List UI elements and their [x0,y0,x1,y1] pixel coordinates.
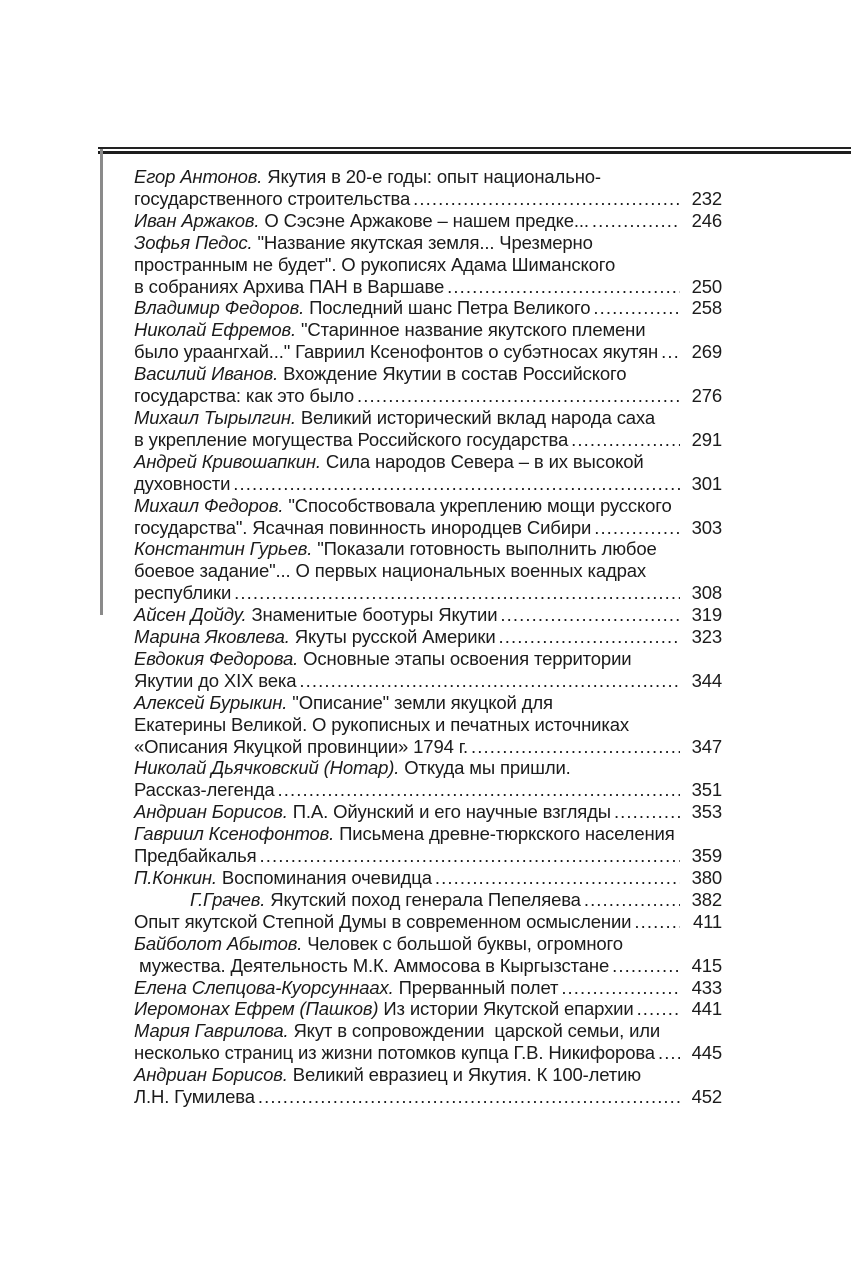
toc-entry [134,495,722,539]
toc-line [134,254,722,276]
toc-line [134,977,722,999]
toc-entry [134,297,722,319]
toc-entry [134,1064,722,1108]
toc-line [134,319,722,341]
toc-line [134,582,722,604]
dot-leader [260,845,681,867]
dot-leader [594,517,680,539]
toc-line [134,1086,722,1108]
toc-entry-text: Человек с большой буквы, огромного [302,932,623,954]
toc-line [134,538,722,560]
toc-entry-text: Якуты русской Америки [289,626,496,648]
toc-list [134,166,722,1108]
dot-leader [435,867,680,889]
toc-entry-author: Андриан Борисов. [134,1064,288,1086]
toc-entry-text: Откуда мы пришли. [399,757,571,779]
dot-leader [233,473,680,495]
toc-entry-text: мужества. Деятельность М.К. Аммосова в Кыргызстане [134,954,610,976]
toc-entry-text: Якутия в 20-е годы: опыт национально- [262,166,601,187]
toc-entry-text: духовности [134,472,231,494]
page-number: 319 [691,604,722,626]
toc-entry-author: Андриан Борисов. [134,801,288,823]
dot-leader [499,626,680,648]
toc-line [134,648,722,670]
toc-entry-text: Опыт якутской Степной Думы в современном осмыслении [134,910,632,932]
toc-entry-text: О Сэсэне Аржакове – нашем предке... [259,209,589,231]
toc-entry-text: Л.Н. Гумилева [134,1086,255,1108]
toc-line [134,714,722,736]
dot-leader [634,911,680,933]
toc-line [134,867,722,889]
toc-line [134,232,722,254]
toc-entry-author: Василий Иванов. [134,363,279,385]
toc-entry-text: в собраниях Архива ПАН в Варшаве [134,275,445,297]
toc-entry [134,998,722,1020]
toc-line [134,297,722,319]
toc-entry [134,210,722,232]
toc-line [134,933,722,955]
toc-entry-text: Якутский поход генерала Пепеляева [265,888,581,910]
toc-entry-text: Основные этапы освоения территории [298,647,632,669]
toc-entry-author: Байболот Абытов. [134,932,303,954]
toc-entry-text: Из истории Якутской епархии [378,998,634,1020]
toc-entry-author: Евдокия Федорова. [134,647,299,669]
dot-leader [413,188,680,210]
page-number: 452 [691,1086,722,1108]
dot-leader [571,429,680,451]
toc-entry [134,451,722,495]
toc-entry-text: было ураангхай..." Гавриил Ксенофонтов о субэтносах якутян [134,341,659,363]
dot-leader [661,341,680,363]
page-number: 308 [691,582,722,604]
toc-entry-text: «Описания Якуцкой провинции» 1794 г. [134,735,469,757]
toc-entry [134,166,722,210]
toc-line [134,495,722,517]
dot-leader [614,801,680,823]
dot-leader [500,604,680,626]
dot-leader [471,736,680,758]
toc-entry-author: Алексей Бурыкин. [134,691,288,713]
page-number: 433 [691,976,722,998]
toc-entry-text: Якутии до XIX века [134,669,297,691]
toc-line [134,188,722,210]
toc-entry-text: государства: как это было [134,385,354,407]
page-number: 380 [691,867,722,888]
toc-entry-text: Вхождение Якутии в состав Российского [278,363,627,385]
page-number: 269 [691,341,722,363]
page-number: 415 [691,954,722,976]
page-number: 250 [691,275,722,297]
toc-entry [134,801,722,823]
toc-line [134,210,722,232]
page-number: 291 [691,428,722,450]
toc-line [134,166,722,188]
dot-leader [234,582,680,604]
dot-leader [278,779,680,801]
toc-entry-text: Предбайкалья [134,845,257,867]
toc-entry-author: П.Конкин. [134,867,217,888]
toc-entry-author: Егор Антонов. [134,166,263,187]
toc-entry-author: Марина Яковлева. [134,626,290,648]
toc-line [134,889,722,911]
toc-entry [134,604,722,626]
dot-leader [357,385,680,407]
toc-entry-author: Николай Ефремов. [134,319,296,341]
toc-entry-text: государства". Ясачная повинность инородцев Сибири [134,516,592,538]
page-number: 347 [691,735,722,757]
toc-entry-author: Г.Грачев. [190,888,266,910]
toc-entry-text: несколько страниц из жизни потомков купца Г.В. Никифорова [134,1042,655,1064]
toc-line [134,779,722,801]
toc-line [134,1042,722,1064]
toc-entry [134,648,722,692]
toc-entry-text: П.А. Ойунский и его научные взгляды [287,801,611,823]
toc-line [134,757,722,779]
toc-entry-text: Последний шанс Петра Великого [304,297,591,319]
dot-leader [592,210,680,232]
toc-entry-author: Михаил Федоров. [134,494,284,516]
toc-line [134,955,722,977]
toc-entry-author: Айсен Дойду. [134,604,247,626]
dot-leader [258,1086,680,1108]
left-margin-rule [100,149,103,615]
toc-line [134,604,722,626]
page-number: 411 [692,910,722,932]
page-number: 351 [691,779,722,801]
toc-line [134,363,722,385]
toc-line [134,1020,722,1042]
dot-leader [299,670,680,692]
toc-entry-text: "Показали готовность выполнить любое [312,538,657,560]
toc-entry-text: Якут в сопровождении царской семьи, или [288,1020,661,1042]
toc-entry-author: Михаил Тырылгин. [134,406,296,428]
toc-entry-text: "Описание" земли якуцкой для [287,691,553,713]
dot-leader [561,977,680,999]
toc-entry-text: Воспоминания очевидца [216,867,432,888]
toc-entry [134,692,722,758]
page-number: 441 [691,998,722,1020]
toc-entry-text: Знаменитые боотуры Якутии [246,604,498,626]
page-number: 276 [691,385,722,407]
dot-leader [658,1042,680,1064]
toc-entry [134,407,722,451]
toc-line [134,692,722,714]
toc-entry [134,363,722,407]
toc-entry-text: республики [134,582,232,604]
toc-line [134,473,722,495]
dot-leader [584,889,680,911]
toc-entry-text: "Название якутская земля... Чрезмерно [252,231,593,253]
page-number: 258 [691,297,722,319]
toc-entry-author: Елена Слепцова-Куорсуннаах. [134,976,394,998]
dot-leader [593,297,680,319]
toc-line [134,451,722,473]
page-number: 246 [691,209,722,231]
toc-entry-author: Иеромонах Ефрем (Пашков) [134,998,379,1020]
top-double-rule [98,147,851,154]
page-number: 353 [691,801,722,823]
toc-entry-text: боевое задание"... О первых национальных военных кадрах [134,560,647,582]
page-number: 301 [691,472,722,494]
toc-line [134,736,722,758]
toc-entry [134,757,722,801]
toc-entry [134,911,722,933]
page-number: 344 [691,669,722,691]
page-number: 382 [691,888,722,910]
toc-line [134,560,722,582]
toc-entry-author: Мария Гаврилова. [134,1020,289,1042]
toc-entry [134,933,722,977]
toc-entry-author: Иван Аржаков. [134,209,260,231]
toc-entry-author: Гавриил Ксенофонтов. [134,823,335,845]
toc-line [134,626,722,648]
toc-entry-text: Великий исторический вклад народа саха [295,406,655,428]
toc-entry-author: Владимир Федоров. [134,297,305,319]
toc-entry-author: Николай Дьячковский (Нотар). [134,757,400,779]
toc-entry-text: Прерванный полет [393,976,559,998]
toc-entry-text: Великий евразиец и Якутия. К 100-летию [287,1064,642,1086]
toc-entry-text: Рассказ-легенда [134,779,275,801]
toc-entry-text: "Способствовала укреплению мощи русского [283,494,672,516]
page-number: 445 [691,1042,722,1064]
toc-line [134,1064,722,1086]
toc-entry-author: Константин Гурьев. [134,538,313,560]
toc-line [134,911,722,933]
toc-line [134,823,722,845]
toc-entry-text: в укрепление могущества Российского государства [134,428,569,450]
toc-entry [134,626,722,648]
toc-entry-author: Андрей Кривошапкин. [134,450,321,472]
toc-line [134,845,722,867]
toc-entry [134,977,722,999]
toc-entry [134,319,722,363]
toc-entry-text: Сила народов Севера – в их высокой [320,450,644,472]
toc-entry [134,538,722,604]
toc-line [134,407,722,429]
toc-entry-text: государственного строительства [134,187,411,209]
page-number: 303 [691,516,722,538]
toc-line [134,517,722,539]
toc-entry-text: пространным не будет". О рукописях Адама Шиманского [134,253,616,275]
toc-line [134,385,722,407]
toc-line [134,341,722,363]
toc-entry [134,232,722,298]
toc-entry [134,889,722,911]
toc-entry [134,867,722,889]
toc-line [134,276,722,298]
dot-leader [637,998,680,1020]
toc-entry-author: Зофья Педос. [134,231,253,253]
toc-line [134,670,722,692]
toc-entry-text: Письмена древне-тюркского населения [334,823,675,845]
toc-line [134,801,722,823]
dot-leader [612,955,680,977]
toc-line [134,429,722,451]
toc-entry-text: "Старинное название якутского племени [295,319,646,341]
page-number: 323 [691,626,722,648]
dot-leader [447,276,680,298]
toc-line [134,998,722,1020]
toc-entry-text: Екатерины Великой. О рукописных и печатных источниках [134,713,629,735]
page-number: 359 [691,845,722,867]
toc-entry [134,1020,722,1064]
page-number: 232 [691,187,722,209]
toc-entry [134,823,722,867]
